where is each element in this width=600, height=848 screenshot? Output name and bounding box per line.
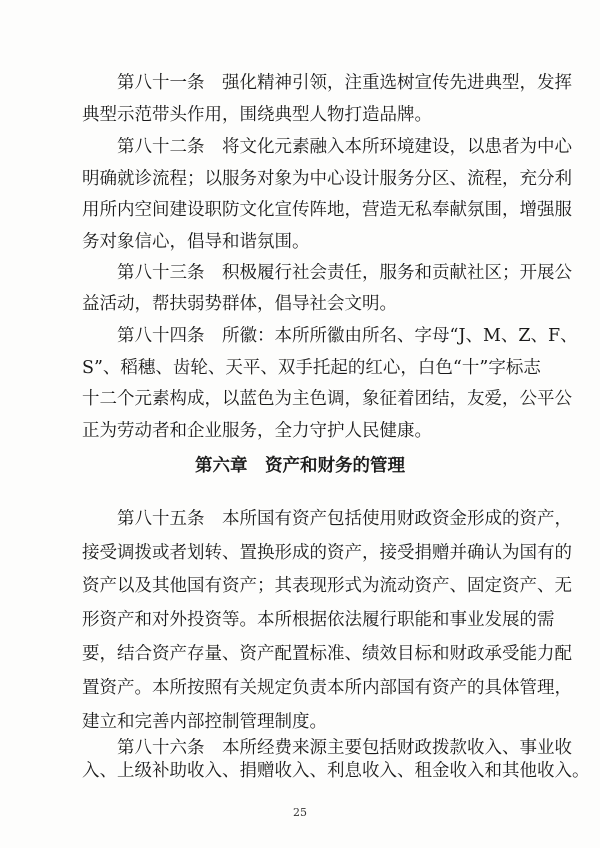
- article-81-line-2: 典型示范带头作用，围绕典型人物打造品牌。: [82, 105, 432, 125]
- article-82-line-1: 第八十二条 将文化元素融入本所环境建设，以患者为中心: [117, 137, 572, 157]
- article-83-line-1: 第八十三条 积极履行社会责任，服务和贡献社区；开展公: [117, 263, 572, 283]
- article-85-line-4: 形资产和对外投资等。本所根据依法履行职能和事业发展的需: [82, 610, 555, 630]
- article-85-line-6: 置资产。本所按照有关规定负责本所内部国有资产的具体管理，: [82, 678, 572, 698]
- article-84-line-2: S”、稻穗、齿轮、天平、双手托起的红心，白色“十”字标志: [82, 358, 541, 378]
- article-84-line-3: 十二个元素构成，以蓝色为主色调，象征着团结，友爱，公平公: [82, 389, 572, 409]
- article-83-line-2: 益活动，帮扶弱势群体，倡导社会文明。: [82, 294, 397, 314]
- article-85-line-2: 接受调拨或者划转、置换形成的资产，接受捐赠并确认为国有的: [82, 543, 572, 563]
- article-84-line-1: 第八十四条 所徽：本所所徽由所名、字母“J、M、Z、F、: [117, 326, 578, 346]
- page-number: 25: [293, 806, 307, 819]
- article-82-line-3: 用所内空间建设职防文化宣传阵地，营造无私奉献氛围，增强服: [82, 200, 572, 220]
- chapter-heading: 第六章 资产和财务的管理: [195, 456, 405, 476]
- article-86-line-2: 入、上级补助收入、捐赠收入、利息收入、租金收入和其他收入。: [82, 761, 590, 781]
- article-86-line-1: 第八十六条 本所经费来源主要包括财政拨款收入、事业收: [117, 738, 572, 758]
- article-85-line-3: 资产以及其他国有资产；其表现形式为流动资产、固定资产、无: [82, 576, 572, 596]
- article-85-line-7: 建立和完善内部控制管理制度。: [82, 712, 327, 732]
- article-85-line-5: 要，结合资产存量、资产配置标准、绩效目标和财政承受能力配: [82, 644, 572, 664]
- article-82-line-2: 明确就诊流程；以服务对象为中心设计服务分区、流程，充分利: [82, 169, 572, 189]
- article-85-line-1: 第八十五条 本所国有资产包括使用财政资金形成的资产，: [117, 509, 572, 529]
- article-82-line-4: 务对象信心，倡导和谐氛围。: [82, 232, 310, 252]
- article-84-line-4: 正为劳动者和企业服务，全力守护人民健康。: [82, 421, 432, 441]
- article-81-line-1: 第八十一条 强化精神引领，注重选树宣传先进典型，发挥: [117, 73, 572, 93]
